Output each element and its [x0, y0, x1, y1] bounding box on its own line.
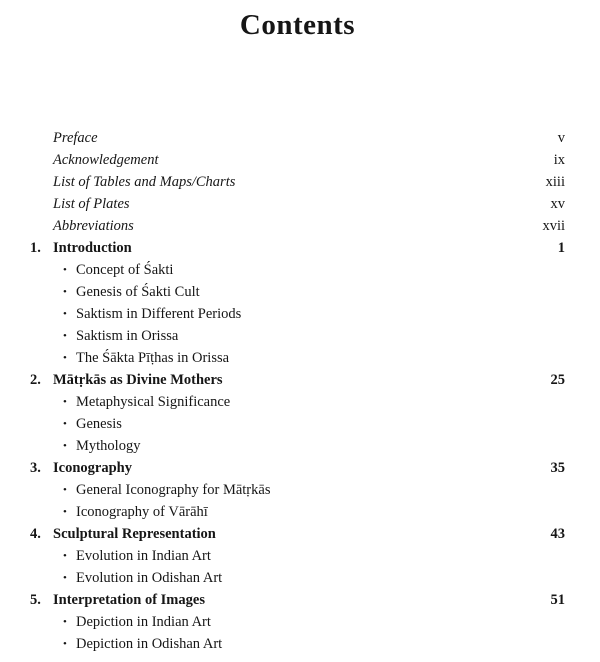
subitem-label: Metaphysical Significance [76, 393, 231, 410]
bullet-icon: • [63, 351, 67, 364]
bullet-icon: • [63, 549, 67, 562]
toc-entry-preface [30, 127, 565, 149]
toc-entry-list-of-tables [30, 171, 565, 193]
subitem-label: Mythology [76, 437, 141, 454]
chapter-title: Introduction [53, 239, 132, 256]
bullet-icon: • [63, 329, 67, 342]
subitem-label: Saktism in Orissa [76, 327, 179, 344]
chapter-page: 35 [550, 459, 565, 476]
toc-entry-page: ix [553, 151, 565, 168]
toc-entry-acknowledgement [30, 149, 565, 171]
toc-subitem [30, 501, 565, 523]
toc-subitem [30, 545, 565, 567]
bullet-icon: • [63, 439, 67, 452]
toc-subitem [30, 611, 565, 633]
toc-subitem [30, 391, 565, 413]
toc-subitem [30, 413, 565, 435]
page-title: Contents [239, 9, 356, 41]
toc-chapter-3 [30, 457, 565, 479]
toc-chapter-4 [30, 523, 565, 545]
chapter-number: 4. [30, 525, 41, 542]
subitem-label: Depiction in Indian Art [76, 613, 211, 630]
toc-entry-label: Preface [53, 129, 98, 146]
toc-subitem [30, 259, 565, 281]
bullet-icon: • [63, 571, 67, 584]
subitem-label: Genesis [76, 415, 122, 432]
toc-subitem [30, 479, 565, 501]
toc-subitem [30, 435, 565, 457]
chapter-page: 43 [550, 525, 565, 542]
chapter-title: Interpretation of Images [53, 591, 205, 608]
chapter-title: Iconography [53, 459, 132, 476]
bullet-icon: • [63, 483, 67, 496]
chapter-number: 2. [30, 371, 41, 388]
chapter-number: 3. [30, 459, 41, 476]
toc-subitem [30, 633, 565, 655]
toc-entry-abbreviations [30, 215, 565, 237]
bullet-icon: • [63, 395, 67, 408]
toc-subitem [30, 325, 565, 347]
chapter-title: Sculptural Representation [53, 525, 216, 542]
subitem-label: General Iconography for Mātṛkās [76, 481, 271, 498]
subitem-label: Evolution in Indian Art [76, 547, 211, 564]
toc-chapter-5 [30, 589, 565, 611]
toc-subitem [30, 303, 565, 325]
chapter-page: 51 [550, 591, 565, 608]
table-of-contents [30, 127, 565, 655]
toc-subitem [30, 347, 565, 369]
toc-chapter-2 [30, 369, 565, 391]
bullet-icon: • [63, 285, 67, 298]
toc-chapter-1 [30, 237, 565, 259]
chapter-page: 1 [557, 239, 565, 256]
bullet-icon: • [63, 637, 67, 650]
toc-entry-page: xiii [545, 173, 565, 190]
toc-entry-list-of-plates [30, 193, 565, 215]
bullet-icon: • [63, 615, 67, 628]
toc-entry-page: xvii [542, 217, 565, 234]
toc-subitem [30, 281, 565, 303]
toc-entry-label: List of Plates [53, 195, 130, 212]
chapter-number: 1. [30, 239, 41, 256]
chapter-number: 5. [30, 591, 41, 608]
subitem-label: Genesis of Śakti Cult [76, 283, 200, 300]
toc-entry-label: List of Tables and Maps/Charts [53, 173, 236, 190]
toc-entry-page: v [557, 129, 565, 146]
chapter-title: Mātṛkās as Divine Mothers [53, 371, 223, 388]
toc-entry-label: Abbreviations [53, 217, 134, 234]
bullet-icon: • [63, 505, 67, 518]
toc-entry-label: Acknowledgement [53, 151, 159, 168]
bullet-icon: • [63, 307, 67, 320]
toc-entry-page: xv [550, 195, 565, 212]
subitem-label: Depiction in Odishan Art [76, 635, 223, 652]
bullet-icon: • [63, 263, 67, 276]
subitem-label: Concept of Śakti [76, 261, 174, 278]
subitem-label: Evolution in Odishan Art [76, 569, 223, 586]
bullet-icon: • [63, 417, 67, 430]
toc-subitem [30, 567, 565, 589]
chapter-page: 25 [550, 371, 565, 388]
subitem-label: Saktism in Different Periods [76, 305, 242, 322]
subitem-label: The Śākta Pīṭhas in Orissa [76, 349, 230, 366]
subitem-label: Iconography of Vārāhī [76, 503, 208, 520]
